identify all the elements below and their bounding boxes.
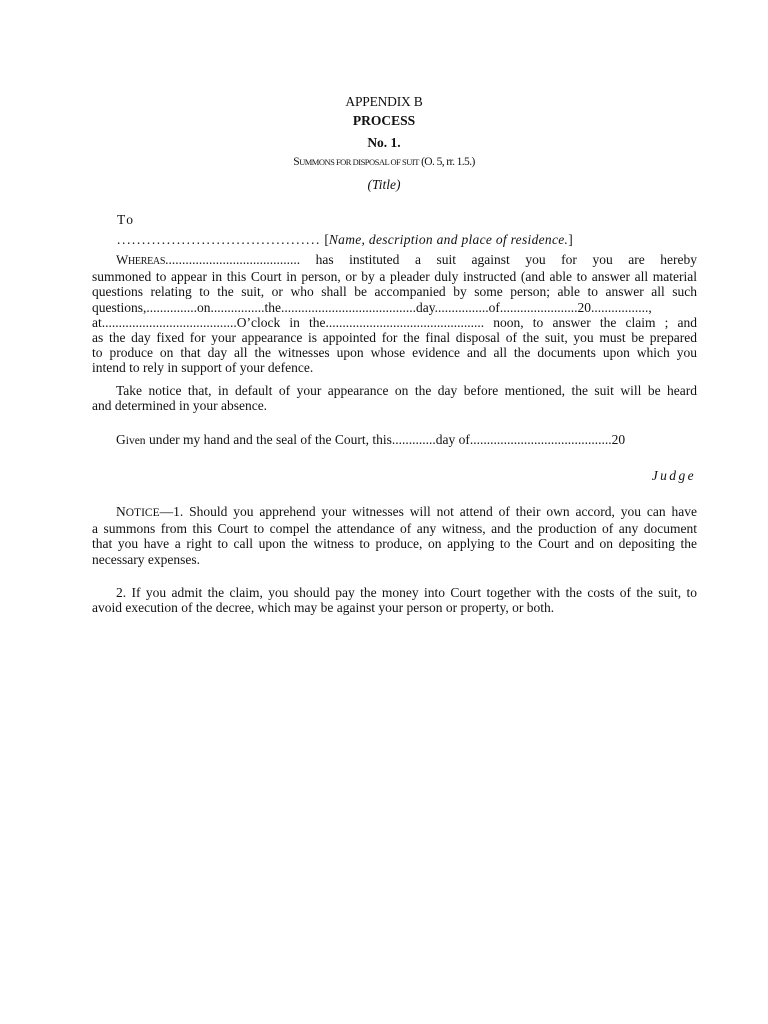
- notice-line: that you have a right to call upon the witness to produce, on applying to the Court and on depositing the: [92, 536, 697, 552]
- whereas-line: [92, 252, 697, 269]
- notice-line-text: —1. Should you apprehend your witnesses will not attend of their own accord, you can have: [159, 504, 697, 519]
- notice-paragraph: [92, 504, 697, 567]
- point-two-line: 2. If you admit the claim, you should pay the money into Court together with the costs of the suit, to: [116, 585, 697, 600]
- notice-lead-first: N: [116, 504, 126, 519]
- whereas-line: intend to rely in support of your defence.: [92, 360, 314, 376]
- title-placeholder: (Title): [367, 177, 401, 192]
- to-label: To: [117, 212, 136, 227]
- whereas-line: questions relating to the suit, or who shall be accompanied by some person; able to answer all such: [92, 284, 697, 300]
- given-line: [92, 432, 697, 449]
- take-notice-paragraph: [92, 383, 697, 413]
- given-lead-rest: iven: [125, 435, 146, 447]
- addressee-blank: .........................................: [117, 232, 321, 247]
- whereas-lead: [116, 252, 166, 267]
- bracket-open: [: [324, 232, 329, 247]
- notice-lead-rest: OTICE: [125, 507, 160, 519]
- whereas-line: questions,...............on................the........................................day................of.......................20.................,: [92, 299, 652, 315]
- process-number: No. 1.: [367, 135, 401, 150]
- whereas-line: as the day fixed for your appearance is appointed for the final disposal of the suit, you must be prepared: [92, 330, 697, 346]
- take-notice-line: Take notice that, in default of your appearance on the day before mentioned, the suit will be heard: [116, 383, 697, 398]
- whereas-paragraph: [92, 252, 697, 376]
- bracket-close: ]: [568, 232, 573, 247]
- appendix-heading: APPENDIX B: [345, 94, 423, 109]
- judge-signature: Judge: [651, 468, 696, 483]
- notice-line: necessary expenses.: [92, 551, 200, 567]
- addressee-line: [117, 232, 573, 248]
- notice-line: [92, 504, 697, 521]
- summons-subheading: [0, 156, 768, 168]
- whereas-line-text: ........................................ has instituted a suit against you for you are hereby: [165, 252, 697, 267]
- whereas-line: at........................................O’clock in the............................................... noon, to answer the claim ; and: [92, 314, 697, 330]
- whereas-line: to produce on that day all the witnesses upon whose evidence and all the documents upon which you: [92, 345, 697, 361]
- addressee-placeholder: Name, description and place of residence.: [328, 232, 569, 247]
- process-heading: PROCESS: [352, 113, 416, 128]
- take-notice-line: and determined in your absence.: [92, 398, 268, 414]
- whereas-lead-first: W: [116, 252, 128, 267]
- point-two-paragraph: [92, 585, 697, 615]
- summons-rule-reference: (O. 5, rr. 1.5.): [421, 156, 475, 168]
- whereas-line: summoned to appear in this Court in person, or by a pleader duly instructed (and able to answer all material: [92, 269, 697, 285]
- summons-smallcaps: UMMONS FOR DISPOSAL OF SUIT: [299, 157, 419, 167]
- point-two-line: avoid execution of the decree, which may be against your person or property, or both.: [92, 600, 555, 616]
- given-paragraph: [92, 432, 697, 449]
- given-text: under my hand and the seal of the Court, this.............day of..........................................20: [148, 432, 626, 447]
- summons-first-letter: S: [293, 156, 300, 168]
- given-lead-first: G: [116, 432, 126, 447]
- notice-line: a summons from this Court to compel the attendance of any witness, and the production of any document: [92, 521, 697, 537]
- whereas-lead-smallcaps: HEREAS: [127, 256, 166, 267]
